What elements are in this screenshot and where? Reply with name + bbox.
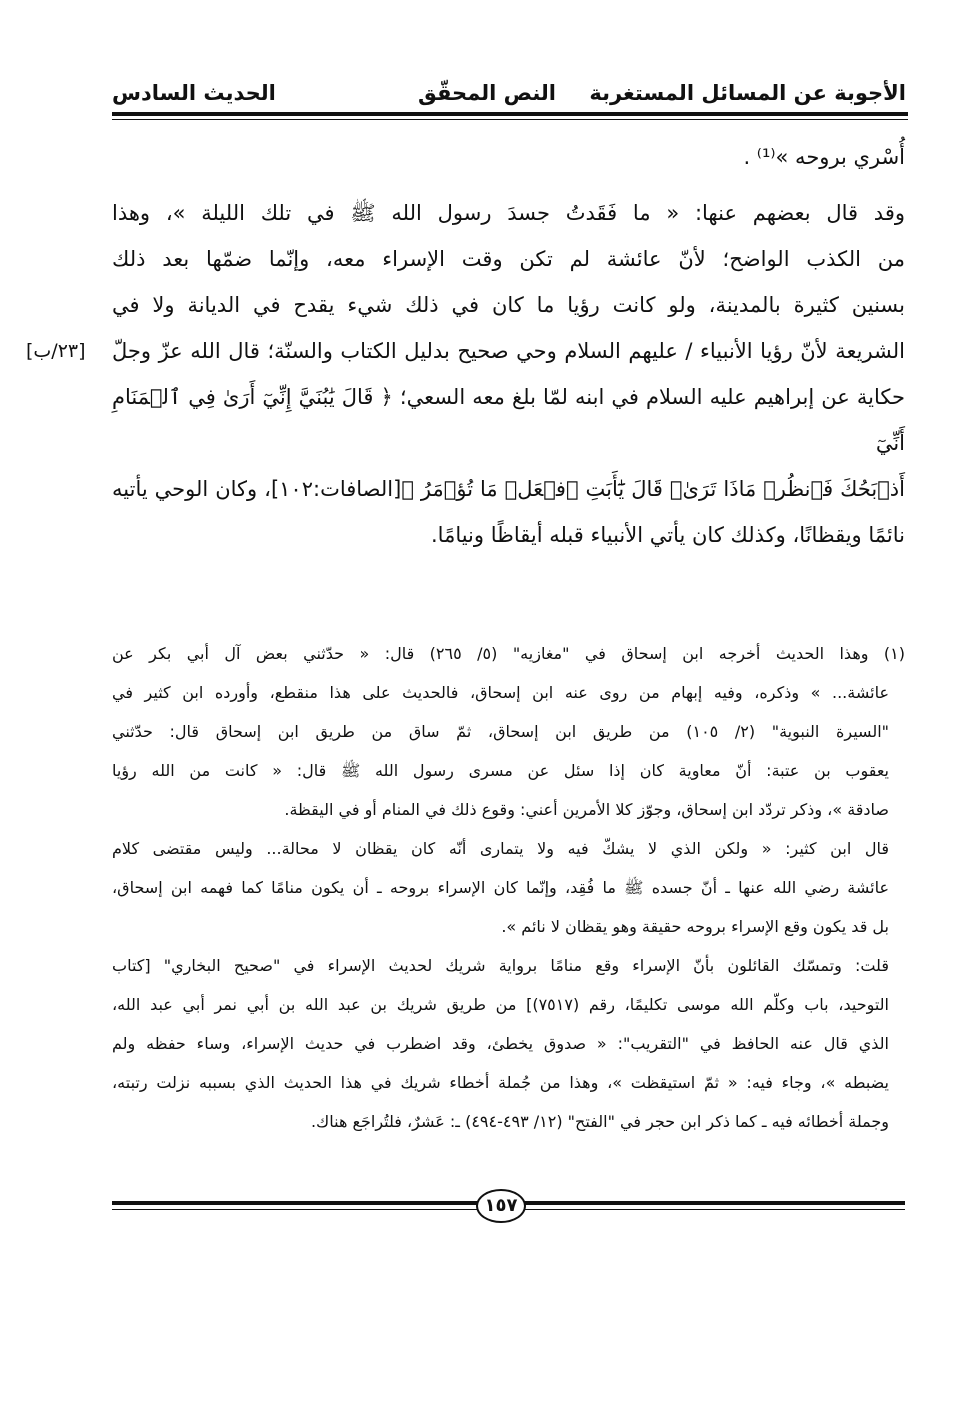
footnote-line: صادقة »، وذكر تردّد ابن إسحاق، وجوّز كلا الأمرين أعني: وقوع ذلك في المنام أو في اليقظة. — [284, 800, 889, 819]
text-line: أَذۡبَحُكَ فَٱنظُرۡ مَاذَا تَرَىٰۚ قَالَ يَٰٓأَبَتِ ٱفۡعَلۡ مَا تُؤۡمَرُ ﴾[الصافات:١٠٢]، وكان الوحي يأتيه — [112, 477, 905, 501]
page-number: ١٥٧ — [476, 1189, 526, 1223]
footnote-line: (١) وهذا الحديث أخرجه ابن إسحاق في "مغازيه" (٥/ ٢٦٥) قال: « حدّثني بعض آل أبي بكر عن — [112, 644, 906, 663]
text-line: حكاية عن إبراهيم عليه السلام في ابنه لمّا بلغ معه السعي؛ ﴿ قَالَ يَٰبُنَيَّ إِنِّيٓ أَرَىٰ فِي ٱلۡمَنَامِ أَنِّيٓ — [112, 385, 905, 455]
page-footer — [112, 1195, 905, 1241]
footnote-line: "السيرة النبوية" (٢/ ١٠٥) من طريق ابن إسحاق، ثمّ ساق من طريق ابن إسحاق قال: حدّثني — [112, 722, 889, 741]
footnote-line: يعقوب بن عتبة: أنّ معاوية كان إذا سئل عن مسرى رسول الله ﷺ قال: « كانت من الله رؤيا — [112, 761, 889, 780]
footnote-line: بل قد يكون وقع الإسراء بروحه حقيقة وهو يقظان لا نائم ». — [501, 917, 889, 936]
text-line: وقد قال بعضهم عنها: « ما فَقَدتُ جسدَ رسول الله ﷺ في تلك الليلة »، وهذا — [112, 201, 905, 225]
footnote-line: عائشة... » وذكره، وفيه إبهام من روى عنه ابن إسحاق، فالحديث على هذا منقطع، وأورده ابن كثير في — [112, 683, 889, 702]
footnote-line: وجملة أخطائه فيه ـ كما ذكر ابن حجر في "الفتح" (١٢/ ٤٩٣-٤٩٤) ـ: عَشرٌ، فلتُراجَع هناك. — [310, 1112, 889, 1131]
footnote-line: عائشة رضي الله عنها ـ أنّ جسده ﷺ ما فُقِد، وإنّما كان الإسراء بروحه ـ أن يكون منامًا كما فهمه ابن إسحاق، — [112, 878, 889, 897]
manuscript-folio-note: [٢٣/ب] — [26, 340, 86, 362]
text-line: من الكذب الواضح؛ لأنّ عائشة لم تكن وقت الإسراء معه، وإنّما ضمّها بعد ذلك — [112, 247, 905, 271]
footnote-line: يضبطه »، وجاء فيه: « ثمّ استيقظت »، وهذا من جُملة أخطاء شريك في هذا الحديث الذي بسببه نزلت رتبته، — [112, 1073, 889, 1092]
section-title: النص المحقّق — [418, 81, 556, 105]
footnote-line: قلت: وتمسّك القائلون بأنّ الإسراء وقع منامًا برواية شريك لحديث الإسراء في "صحيح البخاري" [كتاب — [112, 956, 889, 975]
footnote-line: قال ابن كثير: « ولكن الذي لا يشكّ فيه ولا يتمارى أنّه كان يقظان لا محالة... وليس مقتضى كلام — [112, 839, 889, 858]
text-line: نائمًا ويقظانًا، وكذلك كان يأتي الأنبياء قبله أيقاظًا ونيامًا. — [431, 523, 905, 547]
footnotes — [112, 634, 905, 1141]
footnote-line: الذي قال عنه الحافظ في "التقريب": « صدوق يخطئ، وقد اضطرب في حديث الإسراء، وساء حفظه ولم — [112, 1034, 889, 1053]
running-header — [0, 0, 974, 112]
chapter-title: الحديث السادس — [112, 81, 276, 105]
text-line: الشريعة لأنّ رؤيا الأنبياء / عليهم السلام وحي صحيح بدليل الكتاب والسنّة؛ قال الله عزّ وجلّ — [112, 339, 905, 363]
book-title: الأجوبة عن المسائل المستغربة — [589, 81, 906, 105]
text-line: أُسْري بروحه »⁽¹⁾ . — [743, 145, 905, 169]
text-row-with-margin-note — [26, 328, 905, 374]
main-text — [26, 112, 905, 558]
text-line: بسنين كثيرة بالمدينة، ولو كانت رؤيا ما كان في ذلك شيء يقدح في الديانة ولا في — [112, 293, 905, 317]
footnote-line: التوحيد، باب وكلّم الله موسى تكليمًا، رقم (٧٥١٧)] من طريق شريك بن عبد الله بن أبي نمر أبي عبد الله، — [112, 995, 889, 1014]
